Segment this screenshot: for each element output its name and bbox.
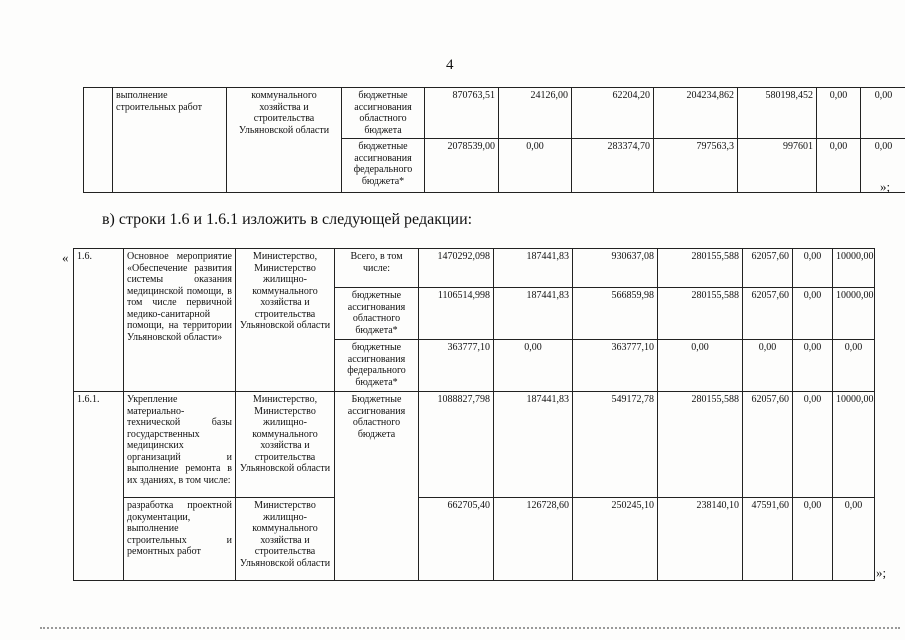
source-cell: Всего, в том числе: [335, 249, 419, 288]
value-cell: 0,00 [817, 88, 861, 139]
table-row [84, 88, 905, 139]
value-cell: 280155,588 [658, 392, 743, 498]
num-cell: 1.6. [74, 249, 124, 392]
value-cell: 0,00 [499, 139, 572, 193]
value-cell: 62057,60 [743, 288, 793, 340]
value-cell: 2078539,00 [425, 139, 499, 193]
funding-table-new-rows [73, 248, 875, 581]
value-cell: 283374,70 [572, 139, 654, 193]
value-cell: 126728,60 [494, 498, 573, 581]
value-cell: 10000,00 [833, 288, 875, 340]
value-cell: 24126,00 [499, 88, 572, 139]
executor-cell: Министерство, Министерство жилищно-коммунального хозяйства и строительства Ульяновской области [236, 249, 335, 392]
table-row [74, 498, 875, 581]
activity-cell: выполнение строительных работ [113, 88, 227, 193]
value-cell: 187441,83 [494, 249, 573, 288]
value-cell: 363777,10 [573, 340, 658, 392]
value-cell: 0,00 [833, 340, 875, 392]
value-cell: 662705,40 [419, 498, 494, 581]
executor-cell: Министерство жилищно-коммунального хозяйства и строительства Ульяновской области [236, 498, 335, 581]
value-cell: 549172,78 [573, 392, 658, 498]
num-cell [84, 88, 113, 193]
value-cell: 0,00 [743, 340, 793, 392]
value-cell: 0,00 [793, 392, 833, 498]
value-cell: 997601 [738, 139, 817, 193]
value-cell: 363777,10 [419, 340, 494, 392]
value-cell: 0,00 [793, 340, 833, 392]
activity-cell: Укрепление материально-технической базы государственных медицинских организаций и выполнение ремонта в их зданиях, в том числе: [124, 392, 236, 498]
value-cell: 0,00 [861, 139, 905, 193]
value-cell: 238140,10 [658, 498, 743, 581]
value-cell: 797563,3 [654, 139, 738, 193]
source-cell: бюджетные ассигнования федерального бюджета* [335, 340, 419, 392]
value-cell: 62204,20 [572, 88, 654, 139]
value-cell: 566859,98 [573, 288, 658, 340]
value-cell: 204234,862 [654, 88, 738, 139]
value-cell: 0,00 [833, 498, 875, 581]
value-cell: 47591,60 [743, 498, 793, 581]
opening-quote-mark: « [62, 250, 69, 265]
activity-cell: разработка проектной документации, выполнение строительных и ремонтных работ [124, 498, 236, 581]
value-cell: 0,00 [861, 88, 905, 139]
scan-artifact-line [40, 627, 900, 629]
value-cell: 1088827,798 [419, 392, 494, 498]
value-cell: 1106514,998 [419, 288, 494, 340]
executor-cell: коммунального хозяйства и строительства Ульяновской области [227, 88, 342, 193]
value-cell: 187441,83 [494, 392, 573, 498]
table-row [74, 249, 875, 288]
value-cell: 62057,60 [743, 392, 793, 498]
activity-cell: Основное мероприятие «Обеспечение развития системы оказания медицинской помощи, в том числе первичной медико-санитарной помощи, на территории Ульяновской области» [124, 249, 236, 392]
funding-table-continuation [83, 87, 905, 193]
num-cell: 1.6.1. [74, 392, 124, 581]
source-cell: бюджетные ассигнования федерального бюджета* [342, 139, 425, 193]
value-cell: 1470292,098 [419, 249, 494, 288]
section-heading: в) строки 1.6 и 1.6.1 изложить в следующей редакции: [102, 211, 473, 228]
source-cell: Бюджетные ассигнования областного бюджета [335, 392, 419, 581]
closing-quote-mark: »; [880, 179, 891, 194]
value-cell: 0,00 [658, 340, 743, 392]
value-cell: 0,00 [817, 139, 861, 193]
table-row [74, 392, 875, 498]
page-number: 4 [446, 57, 454, 73]
value-cell: 280155,588 [658, 288, 743, 340]
value-cell: 250245,10 [573, 498, 658, 581]
value-cell: 62057,60 [743, 249, 793, 288]
source-cell: бюджетные ассигнования областного бюджета* [335, 288, 419, 340]
value-cell: 0,00 [793, 498, 833, 581]
value-cell: 930637,08 [573, 249, 658, 288]
value-cell: 280155,588 [658, 249, 743, 288]
source-cell: бюджетные ассигнования областного бюджета [342, 88, 425, 139]
value-cell: 870763,51 [425, 88, 499, 139]
value-cell: 187441,83 [494, 288, 573, 340]
value-cell: 0,00 [793, 288, 833, 340]
executor-cell: Министерство, Министерство жилищно-коммунального хозяйства и строительства Ульяновской области [236, 392, 335, 498]
value-cell: 0,00 [793, 249, 833, 288]
value-cell: 580198,452 [738, 88, 817, 139]
value-cell: 0,00 [494, 340, 573, 392]
closing-quote-mark: »; [876, 565, 887, 580]
value-cell: 10000,00 [833, 249, 875, 288]
value-cell: 10000,00 [833, 392, 875, 498]
